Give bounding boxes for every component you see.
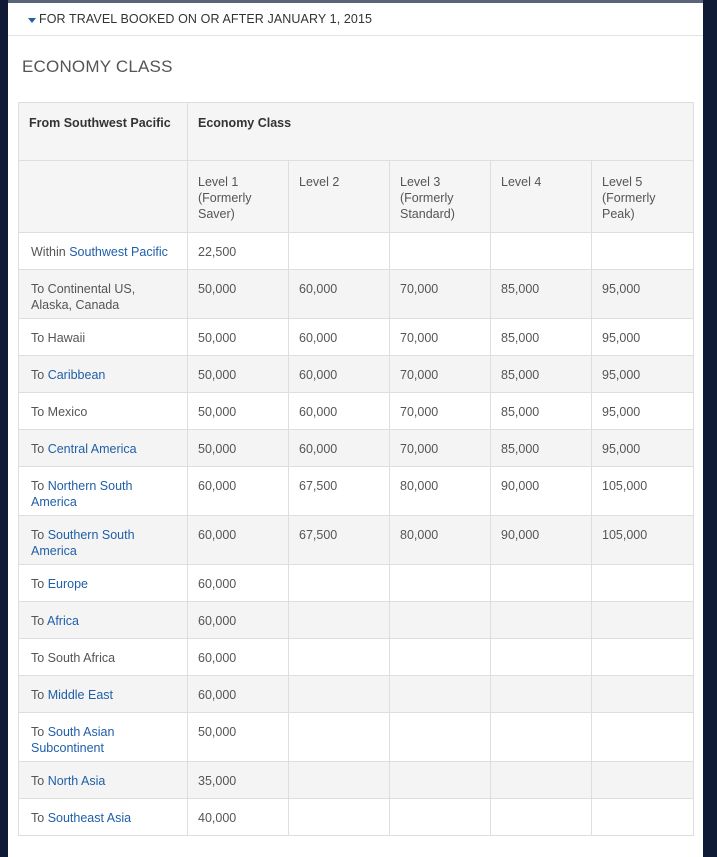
miles-cell <box>592 602 694 639</box>
destination-link[interactable]: Southern South America <box>31 528 135 558</box>
destination-cell <box>19 430 188 467</box>
miles-cell: 50,000 <box>188 713 289 762</box>
miles-cell: 95,000 <box>592 430 694 467</box>
miles-cell: 70,000 <box>390 356 491 393</box>
miles-cell <box>390 713 491 762</box>
award-table <box>18 102 694 836</box>
destination-cell <box>19 799 188 836</box>
destination-link[interactable]: South Asian Subcontinent <box>31 725 115 755</box>
miles-cell: 60,000 <box>188 639 289 676</box>
destination-label: To Mexico <box>31 405 88 419</box>
miles-cell: 50,000 <box>188 356 289 393</box>
section-toggle[interactable] <box>8 3 703 36</box>
miles-cell: 85,000 <box>491 393 592 430</box>
destination-prefix: Within <box>31 245 66 259</box>
destination-link[interactable]: Southwest Pacific <box>69 245 168 259</box>
destination-label: To Hawaii <box>31 331 86 345</box>
table-row <box>19 676 694 713</box>
table-row <box>19 356 694 393</box>
miles-cell <box>289 762 390 799</box>
table-row <box>19 799 694 836</box>
miles-cell <box>390 639 491 676</box>
miles-cell: 60,000 <box>289 393 390 430</box>
destination-cell <box>19 270 188 319</box>
miles-cell: 95,000 <box>592 393 694 430</box>
miles-cell: 85,000 <box>491 270 592 319</box>
miles-cell: 40,000 <box>188 799 289 836</box>
miles-cell: 60,000 <box>188 602 289 639</box>
miles-cell <box>491 762 592 799</box>
table-row <box>19 233 694 270</box>
class-title: ECONOMY CLASS <box>22 57 173 76</box>
miles-cell <box>390 233 491 270</box>
miles-cell: 67,500 <box>289 516 390 565</box>
miles-cell <box>289 233 390 270</box>
destination-prefix: To <box>31 528 45 542</box>
miles-cell <box>491 233 592 270</box>
caret-down-icon <box>28 18 36 23</box>
destination-cell <box>19 467 188 516</box>
miles-cell <box>289 799 390 836</box>
miles-cell <box>491 602 592 639</box>
destination-cell <box>19 639 188 676</box>
miles-cell: 22,500 <box>188 233 289 270</box>
origin-header: From Southwest Pacific <box>19 103 188 161</box>
table-row <box>19 713 694 762</box>
miles-cell: 70,000 <box>390 430 491 467</box>
miles-cell: 95,000 <box>592 319 694 356</box>
level-header: Level 3 (Formerly Standard) <box>390 161 491 233</box>
miles-cell: 90,000 <box>491 467 592 516</box>
destination-cell <box>19 713 188 762</box>
miles-cell <box>289 565 390 602</box>
miles-cell <box>491 565 592 602</box>
miles-cell <box>289 713 390 762</box>
level-header: Level 4 <box>491 161 592 233</box>
destination-prefix: To <box>31 688 45 702</box>
class-header: Economy Class <box>188 103 694 161</box>
destination-link[interactable]: Southeast Asia <box>47 811 132 825</box>
miles-cell: 85,000 <box>491 319 592 356</box>
award-chart-panel <box>8 0 703 857</box>
miles-cell: 60,000 <box>188 676 289 713</box>
miles-cell: 60,000 <box>289 270 390 319</box>
table-row <box>19 602 694 639</box>
miles-cell <box>491 639 592 676</box>
destination-link[interactable]: Caribbean <box>47 368 106 382</box>
miles-cell: 60,000 <box>289 356 390 393</box>
destination-link[interactable]: Europe <box>47 577 88 591</box>
miles-cell <box>491 799 592 836</box>
miles-cell: 50,000 <box>188 319 289 356</box>
table-row <box>19 393 694 430</box>
destination-cell <box>19 233 188 270</box>
miles-cell: 60,000 <box>188 467 289 516</box>
table-row <box>19 430 694 467</box>
destination-cell <box>19 602 188 639</box>
destination-link[interactable]: Middle East <box>47 688 113 702</box>
miles-cell <box>390 676 491 713</box>
miles-cell: 70,000 <box>390 319 491 356</box>
level-header: Level 1 (Formerly Saver) <box>188 161 289 233</box>
destination-label: To South Africa <box>31 651 116 665</box>
miles-cell <box>592 233 694 270</box>
miles-cell <box>592 799 694 836</box>
miles-cell: 35,000 <box>188 762 289 799</box>
table-row <box>19 516 694 565</box>
level-header: Level 5 (Formerly Peak) <box>592 161 694 233</box>
destination-link[interactable]: Africa <box>47 614 79 628</box>
miles-cell <box>592 676 694 713</box>
destination-prefix: To <box>31 614 45 628</box>
destination-prefix: To <box>31 774 45 788</box>
miles-cell <box>491 676 592 713</box>
miles-cell: 95,000 <box>592 356 694 393</box>
blank-header <box>19 161 188 233</box>
section-toggle-label: FOR TRAVEL BOOKED ON OR AFTER JANUARY 1, 2015 <box>39 12 373 26</box>
destination-cell <box>19 762 188 799</box>
miles-cell: 85,000 <box>491 430 592 467</box>
miles-cell: 105,000 <box>592 467 694 516</box>
destination-cell <box>19 516 188 565</box>
destination-prefix: To <box>31 725 45 739</box>
destination-label: To Continental US, Alaska, Canada <box>31 282 136 312</box>
destination-cell <box>19 393 188 430</box>
miles-cell: 70,000 <box>390 393 491 430</box>
table-row <box>19 639 694 676</box>
miles-cell: 60,000 <box>188 565 289 602</box>
miles-cell: 50,000 <box>188 270 289 319</box>
miles-cell: 50,000 <box>188 393 289 430</box>
miles-cell: 70,000 <box>390 270 491 319</box>
destination-cell <box>19 565 188 602</box>
miles-cell: 80,000 <box>390 467 491 516</box>
miles-cell <box>491 713 592 762</box>
table-row <box>19 270 694 319</box>
miles-cell <box>289 639 390 676</box>
miles-cell <box>592 713 694 762</box>
miles-cell <box>390 762 491 799</box>
miles-cell: 67,500 <box>289 467 390 516</box>
destination-link[interactable]: Northern South America <box>31 479 133 509</box>
award-table-body <box>19 233 694 836</box>
miles-cell: 85,000 <box>491 356 592 393</box>
miles-cell: 95,000 <box>592 270 694 319</box>
miles-cell <box>289 602 390 639</box>
miles-cell: 60,000 <box>289 430 390 467</box>
destination-cell <box>19 356 188 393</box>
miles-cell: 60,000 <box>289 319 390 356</box>
destination-prefix: To <box>31 368 45 382</box>
miles-cell: 80,000 <box>390 516 491 565</box>
destination-cell <box>19 319 188 356</box>
table-row <box>19 762 694 799</box>
miles-cell <box>289 676 390 713</box>
level-header: Level 2 <box>289 161 390 233</box>
destination-prefix: To <box>31 577 45 591</box>
destination-prefix: To <box>31 479 45 493</box>
destination-prefix: To <box>31 442 45 456</box>
miles-cell <box>390 799 491 836</box>
destination-link[interactable]: North Asia <box>47 774 106 788</box>
miles-cell <box>390 565 491 602</box>
destination-link[interactable]: Central America <box>47 442 137 456</box>
miles-cell <box>592 565 694 602</box>
miles-cell <box>592 762 694 799</box>
table-row <box>19 565 694 602</box>
miles-cell: 50,000 <box>188 430 289 467</box>
table-row <box>19 319 694 356</box>
miles-cell: 60,000 <box>188 516 289 565</box>
miles-cell <box>592 639 694 676</box>
destination-prefix: To <box>31 811 45 825</box>
miles-cell: 90,000 <box>491 516 592 565</box>
miles-cell <box>390 602 491 639</box>
destination-cell <box>19 676 188 713</box>
table-row <box>19 467 694 516</box>
miles-cell: 105,000 <box>592 516 694 565</box>
